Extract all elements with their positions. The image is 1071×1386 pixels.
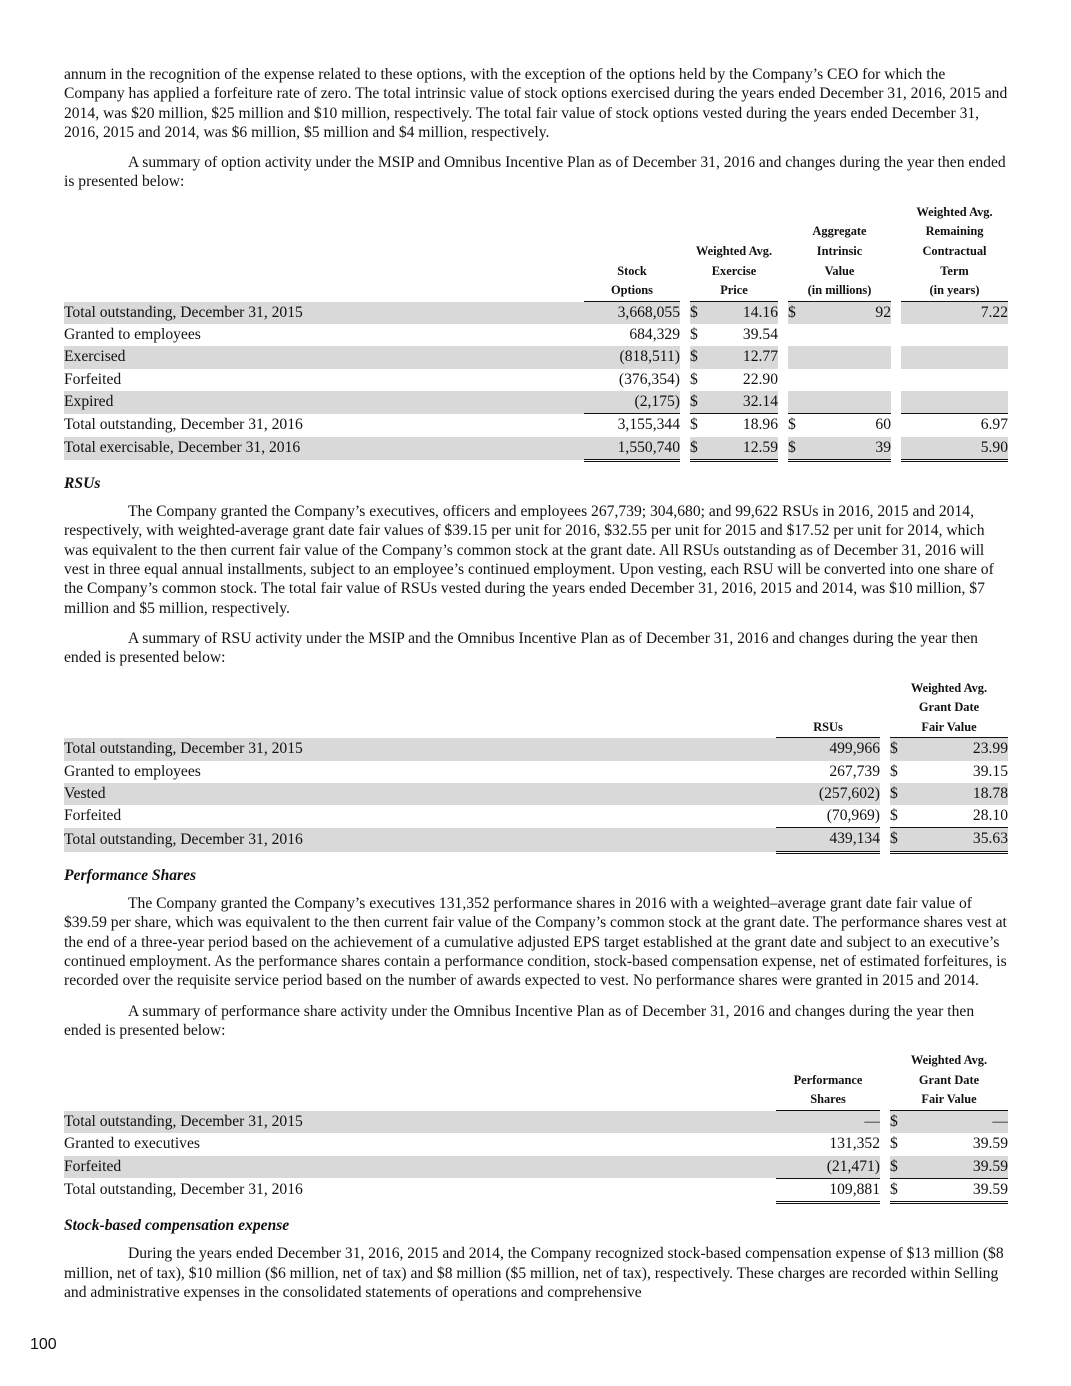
exercise-price-value: 32.14 bbox=[708, 391, 778, 414]
fair-value: 39.15 bbox=[972, 762, 1008, 780]
currency-symbol bbox=[788, 346, 806, 368]
row-label: Total outstanding, December 31, 2015 bbox=[64, 738, 776, 760]
contractual-term-value bbox=[901, 346, 1008, 368]
performance-share-count: (21,471) bbox=[776, 1156, 880, 1179]
header-performance-shares: Performance Shares bbox=[776, 1071, 880, 1111]
row-label: Total exercisable, December 31, 2016 bbox=[64, 437, 584, 461]
rsu-count: 439,134 bbox=[776, 828, 880, 852]
fair-value: 39.59 bbox=[908, 1178, 1008, 1202]
row-label: Exercised bbox=[64, 346, 584, 368]
stock-options-value: (2,175) bbox=[584, 391, 680, 414]
currency-symbol: $ bbox=[890, 1135, 898, 1153]
currency-symbol: $ bbox=[890, 1178, 908, 1202]
exercise-price-value: 12.77 bbox=[708, 346, 778, 368]
paragraph-option-intrinsic-value: annum in the recognition of the expense related to these options, with the exception of the options held by the Company’s CEO for which the Company has applied a forfeiture rate of zero. The total intrinsic value of stock options exercised during the years ended December 31, 2016, 2015 and 2014, was $20 million, $25 million and $10 million, respectively. The total fair value of stock options vested during the years ended December 31, 2016, 2015 and 2014, was $6 million, $5 million and $4 million, respectively. bbox=[64, 66, 1008, 141]
currency-symbol: $ bbox=[690, 302, 708, 324]
rsu-count: 499,966 bbox=[776, 738, 880, 760]
row-label: Expired bbox=[64, 391, 584, 414]
performance-share-count: 131,352 bbox=[829, 1135, 880, 1153]
rsu-count: 267,739 bbox=[829, 762, 880, 780]
fair-value: 28.10 bbox=[972, 807, 1008, 825]
currency-symbol: $ bbox=[788, 302, 806, 324]
currency-symbol: $ bbox=[890, 1156, 908, 1179]
row-label: Vested bbox=[64, 783, 776, 805]
paragraph-rsu-summary-intro: A summary of RSU activity under the MSIP and the Omnibus Incentive Plan as of December 31, 2016 and changes during the year then ended is presented below: bbox=[64, 629, 978, 667]
header-rsu-fair-value: Weighted Avg. Grant Date Fair Value bbox=[890, 679, 1008, 739]
stock-options-value: 3,668,055 bbox=[584, 302, 680, 324]
currency-symbol: $ bbox=[690, 437, 708, 461]
table-row bbox=[64, 805, 1008, 828]
option-table-header bbox=[64, 203, 1008, 302]
table-row bbox=[64, 414, 1008, 437]
currency-symbol: $ bbox=[890, 807, 898, 825]
table-row bbox=[64, 346, 1008, 368]
table-row bbox=[64, 1178, 1008, 1202]
fair-value: 35.63 bbox=[908, 828, 1008, 852]
table-row bbox=[64, 1111, 1008, 1133]
performance-share-count: — bbox=[776, 1111, 880, 1133]
row-label: Total outstanding, December 31, 2016 bbox=[64, 415, 303, 433]
currency-symbol: $ bbox=[890, 1111, 908, 1133]
contractual-term-value bbox=[901, 369, 1008, 391]
currency-symbol: $ bbox=[788, 437, 806, 461]
contractual-term-value: 5.90 bbox=[901, 437, 1008, 461]
exercise-price-value: 18.96 bbox=[708, 414, 778, 437]
stock-compensation-heading: Stock-based compensation expense bbox=[64, 1217, 290, 1235]
table-row bbox=[64, 761, 1008, 783]
currency-symbol: $ bbox=[690, 370, 698, 388]
currency-symbol: $ bbox=[690, 391, 708, 414]
exercise-price-value: 14.16 bbox=[708, 302, 778, 324]
row-label: Granted to employees bbox=[64, 762, 201, 780]
row-label: Granted to employees bbox=[64, 326, 201, 344]
currency-symbol: $ bbox=[890, 783, 908, 805]
contractual-term-value bbox=[901, 391, 1008, 414]
paragraph-option-summary-intro: A summary of option activity under the MSIP and Omnibus Incentive Plan as of December 31, 2016 and changes during the year then ended is presented below: bbox=[64, 154, 1006, 191]
currency-symbol bbox=[788, 369, 806, 391]
stock-options-value: (818,511) bbox=[584, 346, 680, 368]
intrinsic-value bbox=[806, 369, 891, 391]
row-label: Total outstanding, December 31, 2016 bbox=[64, 1181, 303, 1199]
currency-symbol: $ bbox=[890, 828, 908, 852]
table-row bbox=[64, 324, 1008, 346]
currency-symbol: $ bbox=[690, 346, 708, 368]
table-row bbox=[64, 391, 1008, 414]
rsu-activity-table bbox=[64, 679, 1008, 854]
fair-value: 39.59 bbox=[972, 1135, 1008, 1153]
row-label: Forfeited bbox=[64, 1156, 776, 1179]
paragraph-performance-grants: The Company granted the Company’s executives 131,352 performance shares in 2016 with a weighted–average grant date fair value of $39.59 per share, which was equivalent to the then current fair value of the Company’s common stock at the grant date. The performance shares vest at the end of a three-year period based on the achievement of a cumulative adjusted EPS target established at the grant date and subject to an executive’s continued employment. As the performance shares contain a performance condition, stock-based compensation expense, net of estimated forfeitures, is recorded over the requisite service period based on the number of awards expected to vest. No performance shares were granted in 2015 and 2014. bbox=[64, 895, 1007, 990]
intrinsic-value: 60 bbox=[806, 414, 891, 437]
header-contractual-term: Weighted Avg. Remaining Contractual Term (in years) bbox=[901, 203, 1008, 302]
header-stock-options: Stock Options bbox=[584, 262, 680, 302]
row-label: Total outstanding, December 31, 2015 bbox=[64, 1111, 776, 1133]
performance-share-count: 109,881 bbox=[776, 1178, 880, 1202]
table-row bbox=[64, 1133, 1008, 1155]
exercise-price-value: 39.54 bbox=[742, 326, 778, 344]
currency-symbol bbox=[788, 324, 806, 346]
contractual-term-value: 6.97 bbox=[901, 414, 1008, 437]
stock-options-value: 3,155,344 bbox=[584, 414, 680, 437]
header-performance-fair-value: Weighted Avg. Grant Date Fair Value bbox=[890, 1051, 1008, 1111]
stock-options-value: 1,550,740 bbox=[584, 437, 680, 461]
stock-options-value: (376,354) bbox=[618, 370, 680, 388]
rsu-count: (70,969) bbox=[826, 807, 880, 825]
currency-symbol: $ bbox=[690, 326, 698, 344]
paragraph-stock-compensation-expense: During the years ended December 31, 2016, 2015 and 2014, the Company recognized stock-based compensation expense of $13 million ($8 million, net of tax), $10 million ($6 million, net of tax) and $8 million ($5 million, net of tax), respectively. These charges are recorded within Selling and administrative expenses in the consolidated statements of operations and comprehensive bbox=[64, 1245, 1004, 1301]
stock-options-value: 684,329 bbox=[629, 326, 680, 344]
contractual-term-value bbox=[901, 324, 1008, 346]
currency-symbol: $ bbox=[690, 414, 708, 437]
table-row bbox=[64, 369, 1008, 391]
row-label: Total outstanding, December 31, 2016 bbox=[64, 828, 776, 852]
currency-symbol: $ bbox=[890, 762, 898, 780]
intrinsic-value: 39 bbox=[806, 437, 891, 461]
rsu-count: (257,602) bbox=[776, 783, 880, 805]
page-content bbox=[64, 65, 1008, 1313]
table-row bbox=[64, 828, 1008, 852]
fair-value: 39.59 bbox=[908, 1156, 1008, 1179]
intrinsic-value bbox=[806, 346, 891, 368]
currency-symbol bbox=[788, 391, 806, 414]
performance-table-header bbox=[64, 1051, 1008, 1111]
intrinsic-value: 92 bbox=[806, 302, 891, 324]
table-row bbox=[64, 1156, 1008, 1179]
table-row bbox=[64, 783, 1008, 805]
paragraph-rsu-grants: The Company granted the Company’s executives, officers and employees 267,739; 304,680; and 99,622 RSUs in 2016, 2015 and 2014, respectively, with weighted-average grant date fair values of $39.15 per unit for 2016, $32.55 per unit for 2015 and $17.52 per unit for 2014, which was equivalent to the then current fair value of the Company’s common stock at the grant date. All RSUs outstanding as of December 31, 2016 will vest in three equal annual installments, subject to an employee’s continued employment. Upon vesting, each RSU will be converted into one share of the Company’s common stock. The total fair value of RSUs vested during the years ended December 31, 2016, 2015 and 2014, was $10 million, $7 million and $5 million, respectively. bbox=[64, 503, 994, 617]
currency-symbol: $ bbox=[890, 738, 908, 760]
fair-value: 18.78 bbox=[908, 783, 1008, 805]
header-intrinsic-value: Aggregate Intrinsic Value (in millions) bbox=[788, 222, 891, 301]
table-row bbox=[64, 738, 1008, 760]
performance-shares-heading: Performance Shares bbox=[64, 866, 197, 884]
exercise-price-value: 22.90 bbox=[742, 370, 778, 388]
performance-share-activity-table bbox=[64, 1051, 1008, 1204]
rsu-heading: RSUs bbox=[64, 474, 101, 492]
row-label: Forfeited bbox=[64, 370, 122, 388]
currency-symbol: $ bbox=[788, 414, 806, 437]
fair-value: — bbox=[908, 1111, 1008, 1133]
row-label: Granted to executives bbox=[64, 1135, 200, 1153]
table-row bbox=[64, 302, 1008, 324]
option-activity-table bbox=[64, 203, 1008, 462]
contractual-term-value: 7.22 bbox=[901, 302, 1008, 324]
header-rsus: RSUs bbox=[776, 718, 880, 739]
fair-value: 23.99 bbox=[908, 738, 1008, 760]
intrinsic-value bbox=[806, 324, 891, 346]
exercise-price-value: 12.59 bbox=[708, 437, 778, 461]
intrinsic-value bbox=[806, 391, 891, 414]
row-label: Forfeited bbox=[64, 807, 122, 825]
page-number: 100 bbox=[30, 1336, 57, 1353]
table-row bbox=[64, 437, 1008, 461]
row-label: Total outstanding, December 31, 2015 bbox=[64, 302, 584, 324]
header-exercise-price: Weighted Avg. Exercise Price bbox=[690, 242, 778, 302]
paragraph-performance-summary-intro: A summary of performance share activity under the Omnibus Incentive Plan as of December 31, 2016 and changes during the year then ended is presented below: bbox=[64, 1002, 975, 1039]
rsu-table-header bbox=[64, 679, 1008, 739]
